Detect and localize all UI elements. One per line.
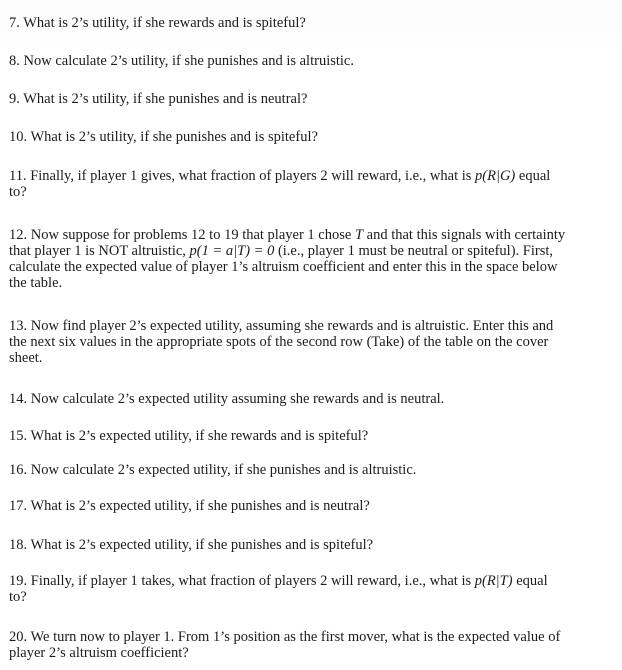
question-14	[9, 391, 444, 407]
question-19-line-2: to?	[9, 589, 27, 605]
question-12-line-4: the table.	[9, 275, 63, 291]
question-8	[9, 53, 354, 69]
question-10	[9, 129, 318, 145]
question-20-line-2: player 2’s altruism coefficient?	[9, 645, 189, 661]
question-8-text: 8. Now calculate 2’s utility, if she punishes and is altruistic.	[9, 53, 354, 69]
question-9-text: 9. What is 2’s utility, if she punishes and is neutral?	[9, 91, 308, 107]
question-7	[9, 15, 306, 31]
question-15-text: 15. What is 2’s expected utility, if she rewards and is spiteful?	[9, 428, 369, 444]
question-13-line-3: sheet.	[9, 350, 43, 366]
question-13-line-2: the next six values in the appropriate spots of the second row (Take) of the table on the cover	[9, 334, 549, 350]
question-14-text: 14. Now calculate 2’s expected utility assuming she rewards and is neutral.	[9, 391, 445, 407]
question-13	[9, 318, 553, 366]
math-p-r-given-t: p(R|T)	[474, 573, 513, 589]
question-10-text: 10. What is 2’s utility, if she punishes and is spiteful?	[9, 129, 318, 145]
math-t: T	[354, 227, 364, 243]
question-12	[9, 227, 565, 291]
question-20-line-1: 20. We turn now to player 1. From 1’s position as the first mover, what is the expected value of	[9, 629, 561, 645]
question-11-line-1: 11. Finally, if player 1 gives, what fraction of players 2 will reward, i.e., what is p(R|G) equal	[9, 168, 551, 184]
question-7-text: 7. What is 2’s utility, if she rewards and is spiteful?	[9, 15, 306, 31]
question-19-line-1: 19. Finally, if player 1 takes, what fraction of players 2 will reward, i.e., what is p(R|T) equal	[9, 573, 548, 589]
question-16-text: 16. Now calculate 2’s expected utility, if she punishes and is altruistic.	[9, 462, 417, 478]
question-12-line-3: calculate the expected value of player 1’s altruism coefficient and enter this in the space below	[9, 259, 558, 275]
math-p-r-given-g: p(R|G)	[475, 168, 516, 184]
question-16	[9, 462, 416, 478]
question-20	[9, 629, 560, 661]
question-9	[9, 91, 307, 107]
question-13-line-1: 13. Now find player 2’s expected utility, assuming she rewards and is altruistic. Enter this and	[9, 318, 554, 334]
question-19	[9, 573, 548, 605]
question-12-line-1: 12. Now suppose for problems 12 to 19 that player 1 chose T and that this signals with certainty	[9, 227, 566, 243]
math-p-altruist-given-t: p(1 = a|T) = 0	[189, 243, 275, 259]
question-11	[9, 168, 550, 200]
question-17	[9, 498, 370, 514]
question-18-text: 18. What is 2’s expected utility, if she punishes and is spiteful?	[9, 537, 374, 553]
question-18	[9, 537, 373, 553]
question-15	[9, 428, 368, 444]
question-12-line-2: that player 1 is NOT altruistic, p(1 = a|T) = 0 (i.e., player 1 must be neutral or spiteful). First,	[9, 243, 553, 259]
question-17-text: 17. What is 2’s expected utility, if she punishes and is neutral?	[9, 498, 370, 514]
question-11-line-2: to?	[9, 184, 27, 200]
